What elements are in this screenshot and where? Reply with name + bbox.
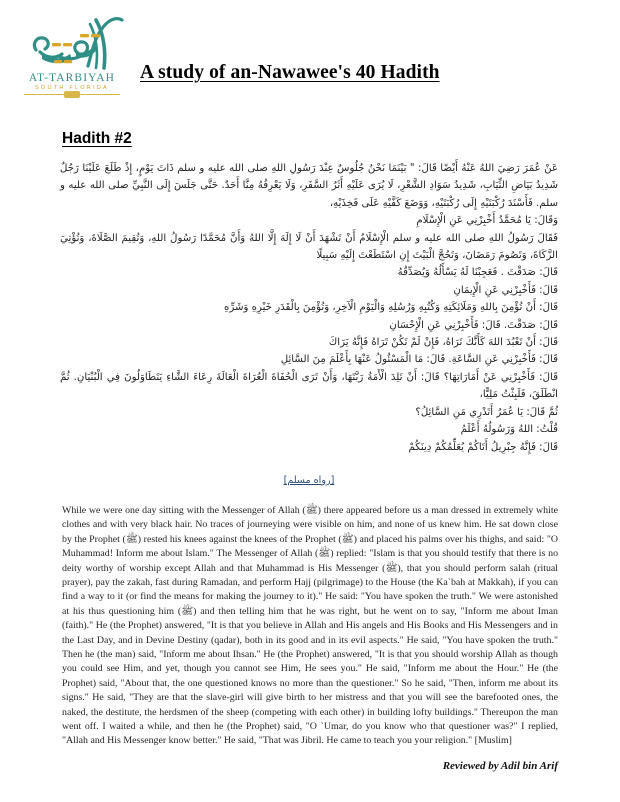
logo-divider-rule bbox=[24, 94, 120, 95]
organization-logo bbox=[18, 12, 126, 110]
arabic-line: قُلْتُ: اللهُ وَرَسُولُهُ أَعْلَمُ bbox=[460, 424, 558, 436]
arabic-line: قَالَ: فَأَخْبِرْنِي عَنْ أَمَارَاتِهَا؟ قَالَ: أَنْ تَلِدَ الْأَمَةُ رَبَّتَهَا، وَأَنْ تَرَى الْحُفَاةَ الْعُرَاةَ الْعَالَةَ رِعَاءَ الشَّاءِ يَتَطَاوَلُونَ فِي الْبُنْيَانِ. ثُمَّ انْطَلَقَ، فَلَبِثْتُ مَلِيًّا، bbox=[60, 371, 558, 401]
logo-badge-shape bbox=[64, 91, 80, 98]
arabic-line: قَالَ: أَنْ تُؤْمِنَ بِاللهِ وَمَلَائِكَتِهِ وَكُتُبِهِ وَرُسُلِهِ وَالْيَوْمِ الْآخِرِ، وَتُؤْمِنَ بِالْقَدَرِ خَيْرِهِ وَشَرِّهِ bbox=[224, 302, 558, 314]
at-tarbiyah-calligraphy-icon bbox=[18, 12, 126, 74]
hadith-number-heading: Hadith #2 bbox=[62, 130, 132, 147]
arabic-line: قَالَ: أَنْ تَعْبُدَ اللهَ كَأَنَّكَ تَرَاهُ، فَإِنْ لَمْ تَكُنْ تَرَاهُ فَإِنَّهُ يَرَاكَ bbox=[328, 337, 558, 349]
arabic-line: فَقَالَ رَسُولُ اللهِ صلى الله عليه و سلم الْإِسْلَامُ أَنْ تَشْهَدَ أَنْ لَا إِلَهَ إِلَّا اللهُ وَأَنَّ مُحَمَّدًا رَسُولُ اللهِ، وَتُقِيمَ الصَّلَاةَ، وَتُؤْتِيَ الزَّكَاةَ، وَتَصُومَ رَمَضَانَ، وَتَحُجَّ الْبَيْتَ إِنِ اسْتَطَعْتَ إِلَيْهِ سَبِيلًا bbox=[60, 232, 558, 262]
arabic-line: وَقَالَ: يَا مُحَمَّدُ أَخْبِرْنِي عَنِ الْإِسْلَامِ bbox=[416, 215, 558, 227]
source-citation-link[interactable]: [رواه مسلم] bbox=[283, 474, 335, 486]
arabic-line: قَالَ: فَإِنَّهُ جِبْرِيلُ أَتَاكُمْ يُعَلِّمُكُمْ دِينَكُمْ bbox=[408, 441, 558, 453]
arabic-line: قَالَ: فَأَخْبِرْنِي عَنِ السَّاعَةِ. قَالَ: مَا الْمَسْئُولُ عَنْهَا بِأَعْلَمَ مِنَ السَّائِلِ bbox=[280, 354, 558, 366]
english-translation-text bbox=[62, 504, 558, 749]
arabic-line: ثُمَّ قَالَ: يَا عُمَرُ أَتَدْرِي مَنِ السَّائِلُ؟ bbox=[415, 406, 558, 418]
arabic-hadith-text bbox=[60, 160, 558, 456]
document-header bbox=[0, 0, 620, 112]
arabic-line: قَالَ: فَأَخْبِرْنِي عَنِ الْإِيمَانِ bbox=[453, 284, 558, 296]
translation-paragraph: While we were one day sitting with the Messenger of Allah (ﷺ) there appeared before us a man dressed in extremely white clothes and with very black hair. No traces of journeying were visible on him, and none of us knew him. He sat down close by the Prophet (ﷺ) rested his knees against the knees of the Prophet (ﷺ) and placed his palms over his thighs, and said: "O Muhammad! Inform me about Islam." The Messenger of Allah (ﷺ) replied: "Islam is that you should testify that there is no deity worthy of worship except Allah and that Muhammad is His Messenger (ﷺ), that you should perform salah (ritual prayer), pay the zakah, fast during Ramadan, and perform Hajj (pilgrimage) to the House (the Ka`bah at Makkah), if you can find a way to it (or find the means for making the journey to it)." He said: "You have spoken the truth." We were astonished at his thus questioning him (ﷺ) and then telling him that he was right, but he went on to say, "Inform me about Iman (faith)." He (the Prophet) answered, "It is that you believe in Allah and His angels and His Books and His Messengers and in the Last Day, and in Devine Destiny (qadar), both in its good and in its evil aspects." He said, "You have spoken the truth." Then he (the man) said, "Inform me about Ihsan." He (the Prophet) answered, "It is that you should worship Allah as though you could see Him, and yet, though you cannot see Him, He sees you." He said, "Inform me about the Hour." He (the Prophet) said, "About that, the one questioned knows no more than the questioner." So he said, "Then, inform me about its signs." He said, "They are that the slave-girl will give birth to her mistress and that you will see the barefooted ones, the naked, the destitute, the herdsmen of the sheep (competing with each other) in building lofty buildings." Thereupon the man went off. I waited a while, and then he (the Prophet) said, "O `Umar, do you know who that questioner was?" I replied, "Allah and His Messenger know better." He said, "That was Jibril. He came to teach you your religion." [Muslim] bbox=[62, 504, 559, 747]
reviewed-by-footer: Reviewed by Adil bin Arif bbox=[442, 760, 558, 772]
citation-row bbox=[60, 470, 558, 488]
section-heading-row bbox=[0, 112, 620, 148]
logo-subtitle-text: SOUTH FLORIDA bbox=[35, 85, 109, 91]
arabic-line: قَالَ: صَدَقْتَ. قَالَ: فَأَخْبِرْنِي عَنِ الْإِحْسَانِ bbox=[389, 319, 558, 331]
arabic-line: قَالَ: صَدَقْتَ . فَعَجِبْنَا لَهُ يَسْأَلُهُ وَيُصَدِّقُهُ bbox=[397, 267, 558, 279]
arabic-line: عَنْ عُمَرَ رَضِيَ اللهُ عَنْهُ أَيْضًا قَالَ: " بَيْنَمَا نَحْنُ جُلُوسٌ عِنْدَ رَسُولِ اللهِ صلى الله عليه و سلم ذَاتَ يَوْمٍ، إِذْ طَلَعَ عَلَيْنَا رَجُلٌ شَدِيدُ بَيَاضِ الثِّيَابِ، شَدِيدُ سَوَادِ الشَّعْرِ، لَا يُرَى عَلَيْهِ أَثَرُ السَّفَرِ، وَلَا يَعْرِفُهُ مِنَّا أَحَدٌ. حَتَّى جَلَسَ إِلَى النَّبِيِّ صلى الله عليه و سلم. فَأَسْنَدَ رُكْبَتَيْهِ إِلَى رُكْبَتَيْهِ، وَوَضَعَ كَفَّيْهِ عَلَى فَخِذَيْهِ، bbox=[60, 163, 558, 209]
document-title: A study of an-Nawawee's 40 Hadith bbox=[140, 62, 440, 83]
logo-name-text: AT-TARBIYAH bbox=[28, 72, 116, 84]
